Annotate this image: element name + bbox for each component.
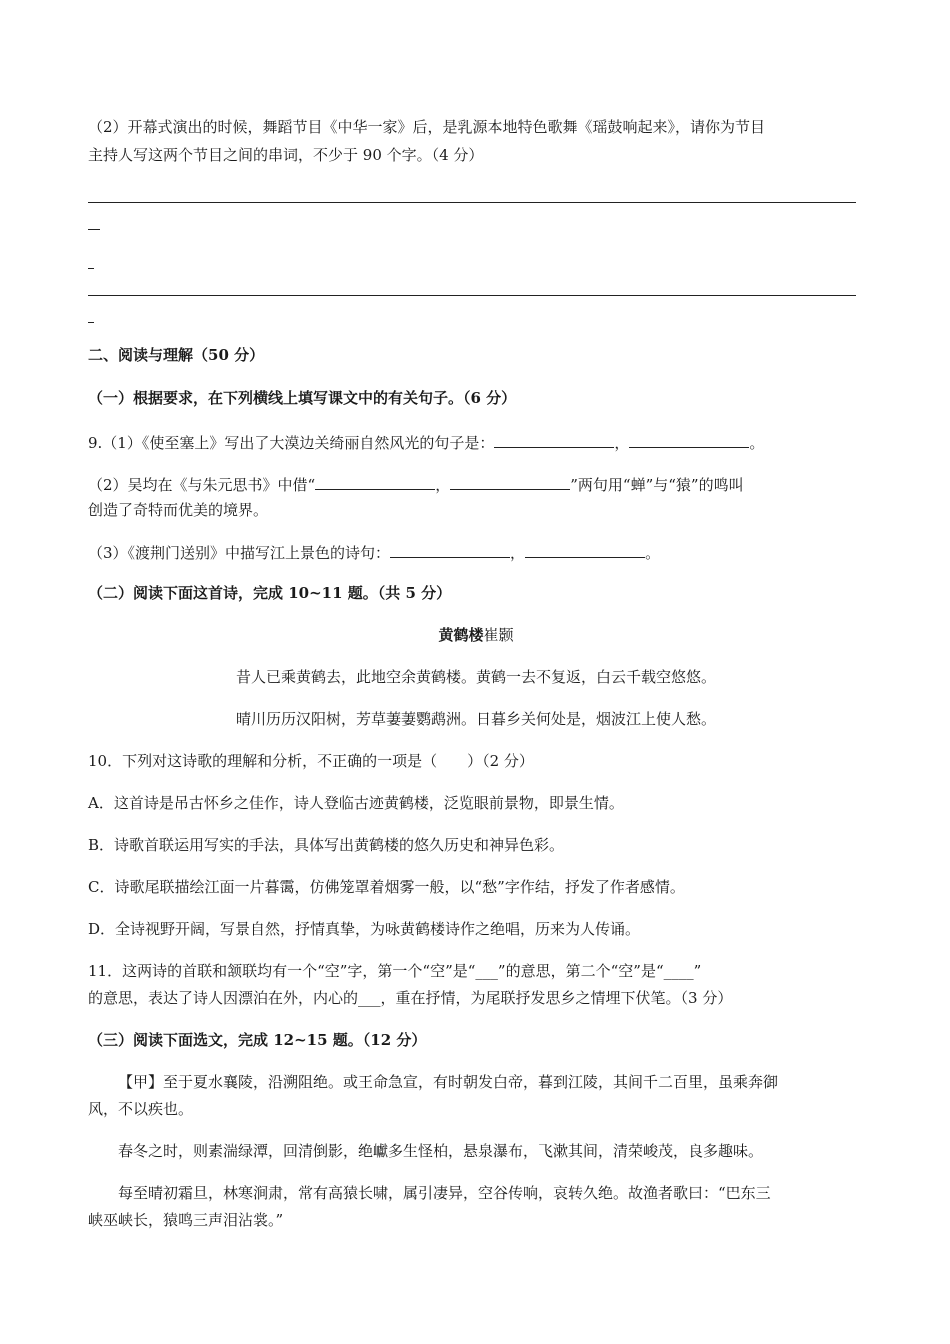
- q8-2-line2: 主持人写这两个节目之间的串词，不少于 90 个字。（4 分）: [88, 146, 484, 164]
- poem-line-1: 昔人已乘黄鹤去，此地空余黄鹤楼。黄鹤一去不复返，白云千载空悠悠。: [235, 668, 716, 686]
- q11-line2: 的意思，表达了诗人因漂泊在外，内心的___，重在抒情，为尾联抒发思乡之情埋下伏笔。（3 分）: [88, 989, 733, 1007]
- q10-option-c[interactable]: C．诗歌尾联描绘江面一片暮霭，仿佛笼罩着烟雾一般，以“愁”字作结，抒发了作者感情。: [88, 878, 685, 896]
- period: 。: [749, 434, 765, 452]
- poem-line-2: 晴川历历汉阳树，芳草萋萋鹦鹉洲。日暮乡关何处是，烟波江上使人愁。: [235, 710, 716, 728]
- period: 。: [645, 544, 661, 562]
- passage-para3-line1: 每至晴初霜旦，林寒涧肃，常有高猿长啸，属引凄异，空谷传响，哀转久绝。故渔者歌曰：“巴东三: [118, 1184, 771, 1202]
- q9-2-text-b: ”两句用“蝉”与“猿”的鸣叫: [570, 476, 744, 494]
- q9-1-text: 9.（1）《使至塞上》写出了大漠边关绮丽自然风光的句子是：: [88, 434, 495, 452]
- q9-1: [88, 431, 864, 453]
- part-1-title: （一）根据要求，在下列横线上填写课文中的有关句子。（6 分）: [88, 389, 517, 407]
- passage-para3-line2: 峡巫峡长，猿鸣三声泪沾裳。”: [88, 1211, 284, 1229]
- comma: ，: [510, 544, 526, 562]
- comma: ，: [614, 434, 630, 452]
- q9-3-blank-2[interactable]: [525, 541, 645, 558]
- part-2-title: （二）阅读下面这首诗，完成 10~11 题。（共 5 分）: [88, 584, 452, 602]
- passage-para1-line1: 【甲】至于夏水襄陵，沿溯阻绝。或王命急宣，有时朝发白帝，暮到江陵，其间千二百里，虽乘奔御: [118, 1073, 779, 1091]
- poem-title: 黄鹤楼: [438, 626, 484, 644]
- answer-line-2-head: [88, 268, 94, 269]
- q9-2-blank-2[interactable]: [450, 473, 570, 490]
- q9-2-line2: 创造了奇特而优美的境界。: [88, 501, 269, 519]
- answer-line-1[interactable]: [88, 202, 856, 203]
- q10-option-b[interactable]: B．诗歌首联运用写实的手法，具体写出黄鹤楼的悠久历史和神异色彩。: [88, 836, 565, 854]
- answer-line-2[interactable]: [88, 295, 856, 296]
- q8-2-line1: （2）开幕式演出的时候，舞蹈节目《中华一家》后，是乳源本地特色歌舞《瑶鼓响起来》，请你为节目: [88, 118, 766, 136]
- q10-stem: 10．下列对这诗歌的理解和分析，不正确的一项是（ ）（2 分）: [88, 752, 534, 770]
- q11-line1: 11．这两诗的首联和颔联均有一个“空”字，第一个“空”是“___”的意思，第二个“空”是“____”: [88, 962, 702, 980]
- q9-2-blank-1[interactable]: [315, 473, 435, 490]
- q9-3-blank-1[interactable]: [390, 541, 510, 558]
- q10-option-d[interactable]: D．全诗视野开阔，写景自然，抒情真挚，为咏黄鹤楼诗作之绝唱，历来为人传诵。: [88, 920, 641, 938]
- passage-para2: 春冬之时，则素湍绿潭，回清倒影，绝巘多生怪柏，悬泉瀑布，飞漱其间，清荣峻茂，良多趣味。: [118, 1142, 764, 1160]
- section-2-title: 二、阅读与理解（50 分）: [88, 346, 265, 364]
- answer-line-2-tail: [88, 322, 94, 323]
- q9-2: [88, 473, 864, 495]
- q9-3-text: （3）《渡荆门送别》中描写江上景色的诗句：: [88, 544, 391, 562]
- passage-para1-line2: 风，不以疾也。: [88, 1100, 194, 1118]
- answer-line-1-tail: [88, 229, 100, 230]
- poem-heading: [88, 625, 864, 645]
- q9-1-blank-1[interactable]: [494, 431, 614, 448]
- q9-1-blank-2[interactable]: [629, 431, 749, 448]
- poem-author: 崔颢: [483, 626, 514, 644]
- q10-option-a[interactable]: A．这首诗是吊古怀乡之佳作，诗人登临古迹黄鹤楼，泛览眼前景物，即景生情。: [88, 794, 624, 812]
- q9-2-text-a: （2）吴均在《与朱元思书》中借“: [88, 476, 316, 494]
- q9-3: [88, 541, 864, 563]
- comma: ，: [435, 476, 451, 494]
- part-3-title: （三）阅读下面选文，完成 12~15 题。（12 分）: [88, 1031, 427, 1049]
